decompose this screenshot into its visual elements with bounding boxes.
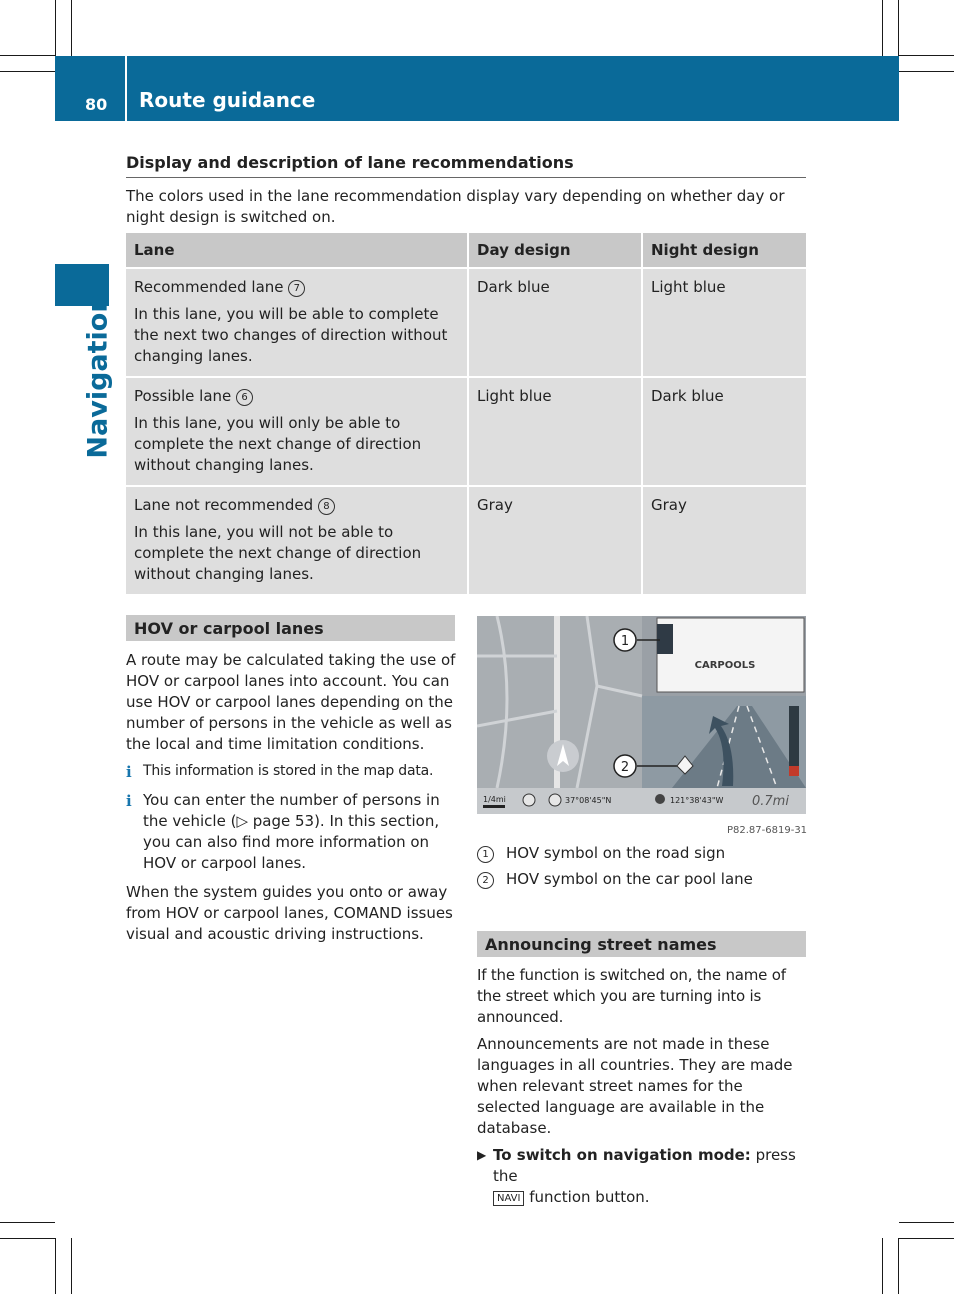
hov-paragraph: A route may be calculated taking the use of HOV or carpool lanes into account. You can use HOV or carpool lanes depending on the number of persons in the vehicle as well as the local and time limitation conditions. (126, 651, 456, 753)
crop-mark (0, 71, 55, 72)
crop-mark (71, 1238, 72, 1294)
crop-mark (55, 1238, 56, 1294)
crop-mark (882, 1238, 883, 1294)
sign-text: CARPOOLS (694, 660, 756, 671)
day-design-cell: Dark blue (467, 267, 641, 376)
crop-mark (898, 1238, 899, 1294)
lane-description: In this lane, you will only be able to complete the next change of direction without changing lanes. (134, 414, 422, 474)
distance-readout: 0.7mi (752, 794, 789, 809)
callout-1: 1 (620, 634, 630, 649)
crop-mark (898, 0, 899, 56)
info-icon: i (126, 763, 132, 781)
street-paragraph: If the function is switched on, the name of the street which you are turning into is announced. (477, 966, 786, 1026)
lane-description: In this lane, you will be able to complete the next two changes of direction without changing lanes. (134, 305, 448, 365)
info-text: You can enter the number of persons in the vehicle ( (143, 791, 440, 830)
lane-marker: 7 (288, 280, 305, 297)
page-ref-arrow: ▷ (236, 812, 248, 830)
night-design-cell: Dark blue (641, 376, 806, 485)
page-number: 80 (85, 95, 108, 114)
lane-section-intro: The colors used in the lane recommendation display vary depending on whether day or night design is switched on. (126, 187, 785, 226)
map-scale: 1/4mi (483, 795, 506, 804)
lane-section-title: Display and description of lane recommendations (126, 152, 806, 178)
table-row (126, 485, 806, 594)
step-arrow-icon: ▶ (477, 1148, 487, 1162)
crop-mark (882, 0, 883, 56)
lane-name: Lane not recommended (134, 496, 314, 514)
instruction-step (477, 1145, 809, 1208)
column-header-lane: Lane (126, 233, 467, 267)
callout-2: 2 (620, 760, 630, 775)
table-row (126, 376, 806, 485)
figure-code: P82.87-6819-31 (727, 825, 808, 836)
street-section-body (477, 965, 809, 1208)
night-design-cell: Light blue (641, 267, 806, 376)
crop-mark (899, 1222, 954, 1223)
step-title: To switch on navigation mode: (493, 1146, 751, 1164)
day-design-cell: Light blue (467, 376, 641, 485)
lane-cell (126, 485, 467, 594)
chapter-label: Navigation (82, 293, 114, 459)
page-header (55, 56, 899, 121)
info-text: This information is stored in the map data. (143, 763, 434, 779)
figure-legend-item (477, 869, 753, 890)
lane-cell (126, 376, 467, 485)
hov-section-body (126, 650, 458, 951)
legend-number: 1 (477, 846, 494, 863)
lane-name: Possible lane (134, 387, 232, 405)
column-header-day: Day design (467, 233, 641, 267)
lane-name: Recommended lane (134, 278, 284, 296)
lane-marker: 6 (236, 389, 253, 406)
lane-marker: 8 (318, 498, 335, 515)
crop-mark (71, 0, 72, 56)
crop-mark (0, 1222, 55, 1223)
lane-description: In this lane, you will not be able to complete the next change of direction without changing lanes. (134, 523, 422, 583)
street-section-title: Announcing street names (477, 931, 806, 957)
longitude: 121°38'43"W (670, 796, 724, 805)
legend-text: HOV symbol on the road sign (506, 844, 726, 862)
hov-display-screenshot (477, 616, 806, 814)
table-header-row (126, 233, 806, 267)
hov-paragraph: When the system guides you onto or away from HOV or carpool lanes, COMAND issues visual and acoustic driving instructions. (126, 883, 453, 943)
header-divider (125, 56, 127, 121)
table-row (126, 267, 806, 376)
crop-mark (899, 71, 954, 72)
legend-number: 2 (477, 872, 494, 889)
crop-mark (899, 1238, 954, 1239)
info-note (126, 790, 458, 874)
crop-mark (0, 1238, 55, 1239)
page-title: Route guidance (139, 88, 316, 112)
navi-key: NAVI (493, 1191, 524, 1206)
crop-mark (55, 0, 56, 56)
latitude: 37°08'45"N (565, 796, 612, 805)
hov-section-title: HOV or carpool lanes (126, 615, 455, 641)
crop-mark (0, 55, 55, 56)
legend-text: HOV symbol on the car pool lane (506, 870, 753, 888)
street-paragraph: Announcements are not made in these languages in all countries. They are made when relevant street names for the selected language are available in the database. (477, 1035, 793, 1137)
info-text: page 53). In this section, you can also find more information on HOV or carpool lanes. (143, 812, 440, 872)
column-header-night: Night design (641, 233, 806, 267)
lane-colors-table (126, 233, 806, 594)
info-note (126, 761, 458, 782)
info-icon: i (126, 792, 132, 810)
day-design-cell: Gray (467, 485, 641, 594)
step-text: function button. (524, 1188, 650, 1206)
lane-cell (126, 267, 467, 376)
crop-mark (899, 55, 954, 56)
night-design-cell: Gray (641, 485, 806, 594)
step-text: press the (493, 1146, 796, 1185)
figure-legend-item (477, 843, 725, 864)
